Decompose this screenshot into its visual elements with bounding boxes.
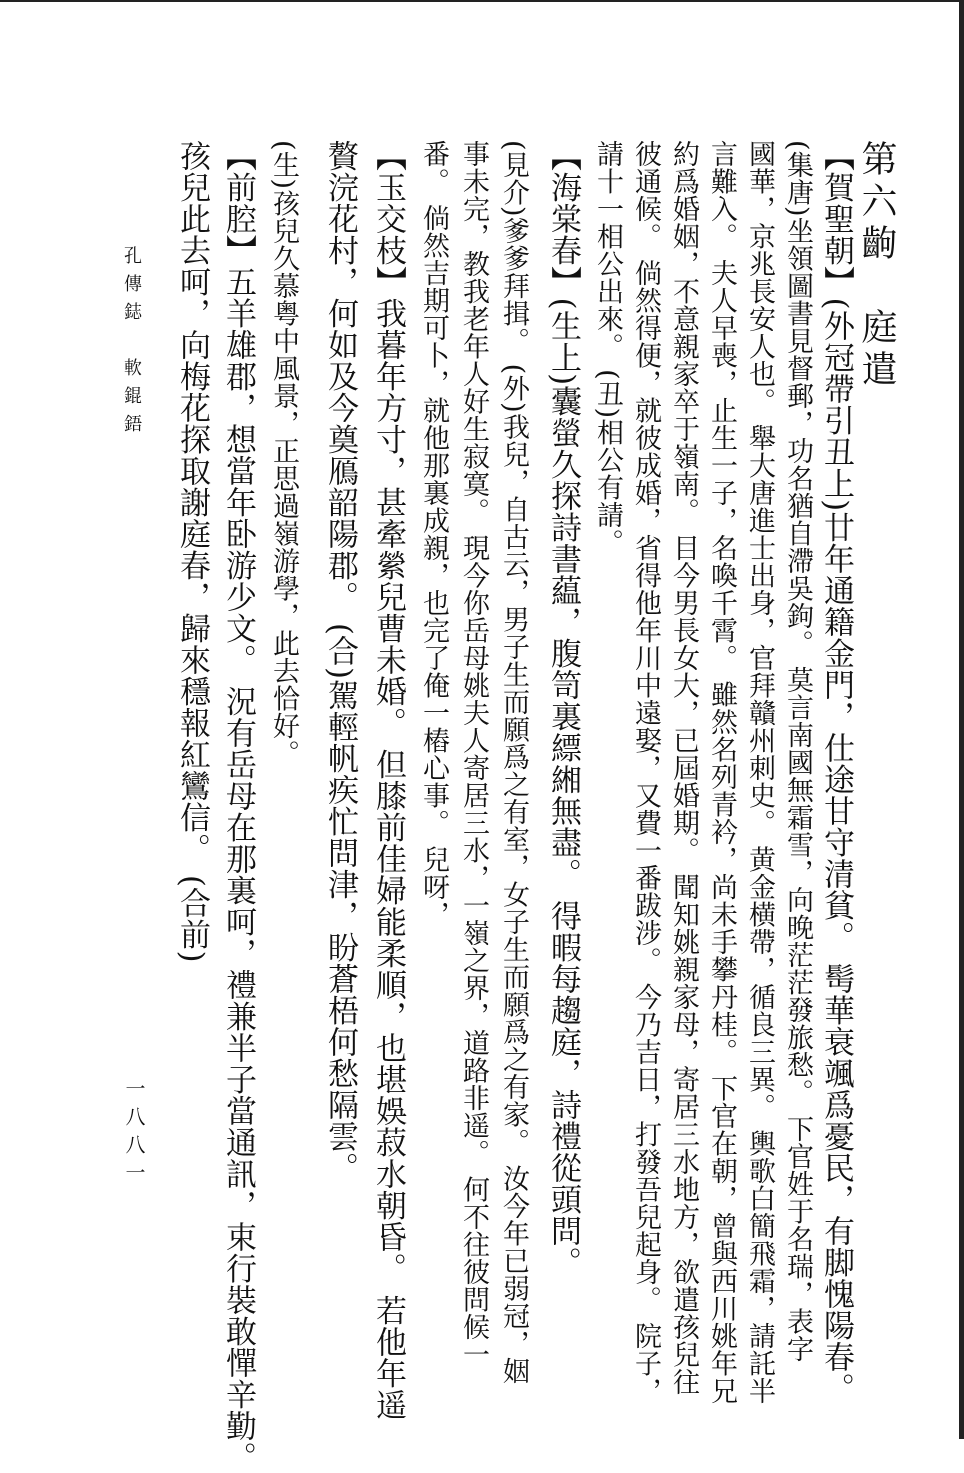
- text-column-8: 【海棠春】(生上)囊螢久探詩書藴，腹笥裏縹緗無盡。 得暇每趨庭，詩禮從頭問。: [545, 140, 581, 1279]
- page-right-border: [959, 0, 964, 1439]
- text-column-6: 彼通候。 倘然得便，就彼成婚，省得他年川中遠娶，又費一番跋涉。 今乃吉日，打發吾兒起身。 院子，: [630, 140, 661, 1405]
- text-column-12: 【玉交枝】我暮年方寸，甚牽縈兒曹未婚。 但膝前佳婦能柔順，也堪娛菽水朝昏。 若他年遥: [370, 140, 406, 1421]
- text-column-10: 事未完，教我老年人好生寂寞。 現今你岳母姚夫人寄居三水，一嶺之界，道路非遥。 何不往彼問候一: [458, 140, 489, 1369]
- text-column-9: (見介)爹爹拜揖。 (外)我兒，自古云，男子生而願爲之有室，女子生而願爲之有家。 汝今年已弱冠，姻: [498, 140, 529, 1385]
- act-title: 第六齣 庭遣: [856, 140, 897, 392]
- text-column-15: 【前腔】五羊雄郡，想當年卧游少文。 況有岳母在那裏呵，禮兼半子當通訊，束行裝敢憚辛勤。: [220, 140, 256, 1473]
- running-footer: 孔傳鋕 軟錕鋙: [121, 246, 142, 442]
- text-column-1: 【賀聖朝】(外冠帶引丑上)廿年通籍金門，仕途甘守清貧。 髩華衰颯爲憂民，有脚愧陽春。: [818, 140, 854, 1405]
- text-column-16: 孩兒此去呵，向梅花探取謝庭春，歸來穩報紅鸞信。 (合前): [174, 140, 210, 964]
- text-column-13: 贅浣花村，何如及今奠鴈韶陽郡。 (合)駕輕帆疾忙問津，盼蒼梧何愁隔雲。: [322, 140, 358, 1184]
- text-column-11: 番。 倘然吉期可卜，就他那裏成親，也完了俺一樁心事。 兒呀，: [418, 140, 449, 929]
- text-column-5: 約爲婚姻，不意親家卒于嶺南。 目今男長女大，已屆婚期。 聞知姚親家母，寄居三水地方，欲遣孩兒往: [668, 140, 699, 1396]
- page-number: 一八八一: [122, 1078, 146, 1190]
- page-top-border: [0, 0, 964, 2]
- text-column-4: 言難入。 夫人早喪，止生一子，名喚千霄。 雖然名列青衿，尚未手攀丹桂。 下官在朝，曾與西川姚年兄: [706, 140, 737, 1405]
- text-column-2: (集唐)坐領圖書見督郵，功名猶自滯吳鉤。 莫言南國無霜雪，向晚茫茫發旅愁。 下官姓于名瑞，表字: [782, 140, 813, 1363]
- text-column-3: 國華，京兆長安人也。 舉大唐進士出身，官拜贛州刺史。 黄金横帶，循良三異。 輿歌白簡飛霜，請託半: [744, 140, 775, 1405]
- text-column-7: 請十一相公出來。 (丑)相公有請。: [592, 140, 623, 557]
- text-column-14: (生)孩兒久慕粤中風景，正思過嶺游學，此去恰好。: [268, 140, 299, 768]
